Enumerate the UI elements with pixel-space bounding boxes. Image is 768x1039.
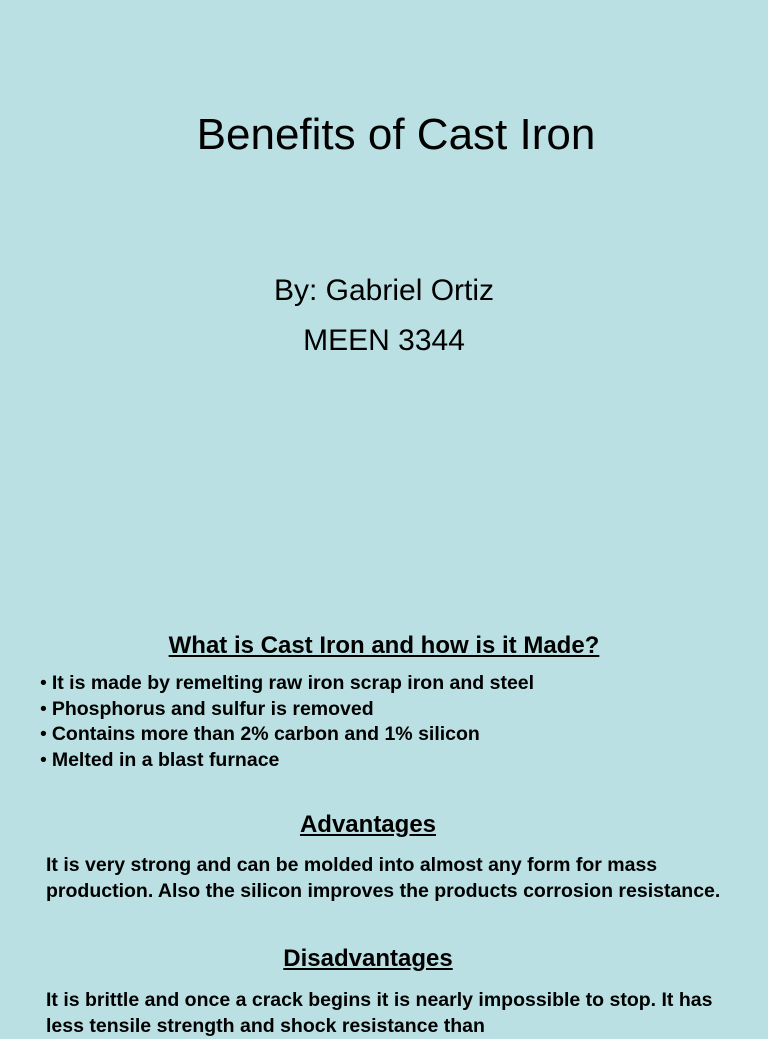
bullet-icon: • (40, 748, 47, 771)
list-item (40, 697, 534, 723)
advantages-heading: Advantages (299, 811, 437, 838)
bullet-icon: • (40, 672, 47, 694)
advantages-paragraph: It is very strong and can be molded into almost any form for mass production. Also the silicon improves the products corrosion resistance. (46, 854, 721, 902)
list-item (40, 722, 534, 748)
what-is-cast-iron-heading: What is Cast Iron and how is it Made? (168, 632, 600, 659)
byline (0, 266, 768, 366)
bullet-list (40, 671, 534, 773)
list-item (40, 671, 534, 697)
bullet-text: Phosphorus and sulfur is removed (51, 697, 374, 720)
author-line: By: Gabriel Ortiz (273, 274, 495, 307)
disadvantages-heading: Disadvantages (283, 945, 453, 972)
bullet-text: Melted in a blast furnace (51, 748, 280, 771)
bullet-icon: • (40, 697, 47, 720)
content-slide (0, 600, 768, 1037)
disadvantages-paragraph: It is brittle and once a crack begins it is nearly impossible to stop. It has less tensile strength and shock resistance than (46, 989, 713, 1037)
bullet-text: Contains more than 2% carbon and 1% silicon (51, 723, 480, 745)
list-item (40, 748, 534, 774)
slide-title: Benefits of Cast Iron (196, 110, 596, 159)
bullet-icon: • (40, 723, 47, 745)
course-line: MEEN 3344 (303, 324, 465, 357)
bullet-text: It is made by remelting raw iron scrap iron and steel (51, 672, 535, 694)
